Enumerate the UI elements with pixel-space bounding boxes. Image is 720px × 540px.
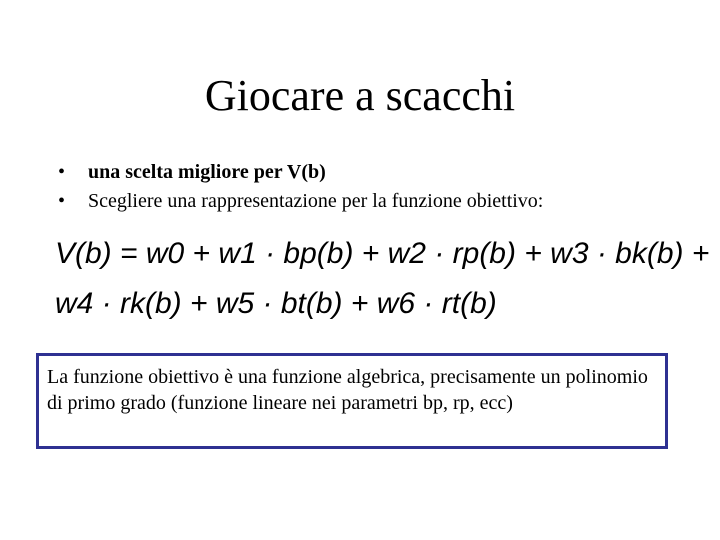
note-text: La funzione obiettivo è una funzione algebrica, precisamente un polinomio di primo grado (funzione lineare nei parametri bp, rp, ecc) [47, 366, 648, 414]
bullet-list [58, 158, 543, 216]
bullet-marker: • [58, 161, 66, 183]
bullet-text: Scegliere una rappresentazione per la funzione obiettivo: [88, 190, 544, 212]
equation-line-1: V(b) = w0 + w1 · bp(b) + w2 · rp(b) + w3 · bk(b) + [55, 237, 710, 270]
bullet-text: una scelta migliore per V(b) [88, 161, 326, 183]
note-box [36, 353, 668, 449]
bullet-marker: • [58, 190, 66, 212]
bullet-item [58, 187, 543, 216]
equation-line-2: w4 · rk(b) + w5 · bt(b) + w6 · rt(b) [55, 287, 497, 320]
slide-title: Giocare a scacchi [204, 71, 516, 120]
bullet-item [58, 158, 543, 187]
